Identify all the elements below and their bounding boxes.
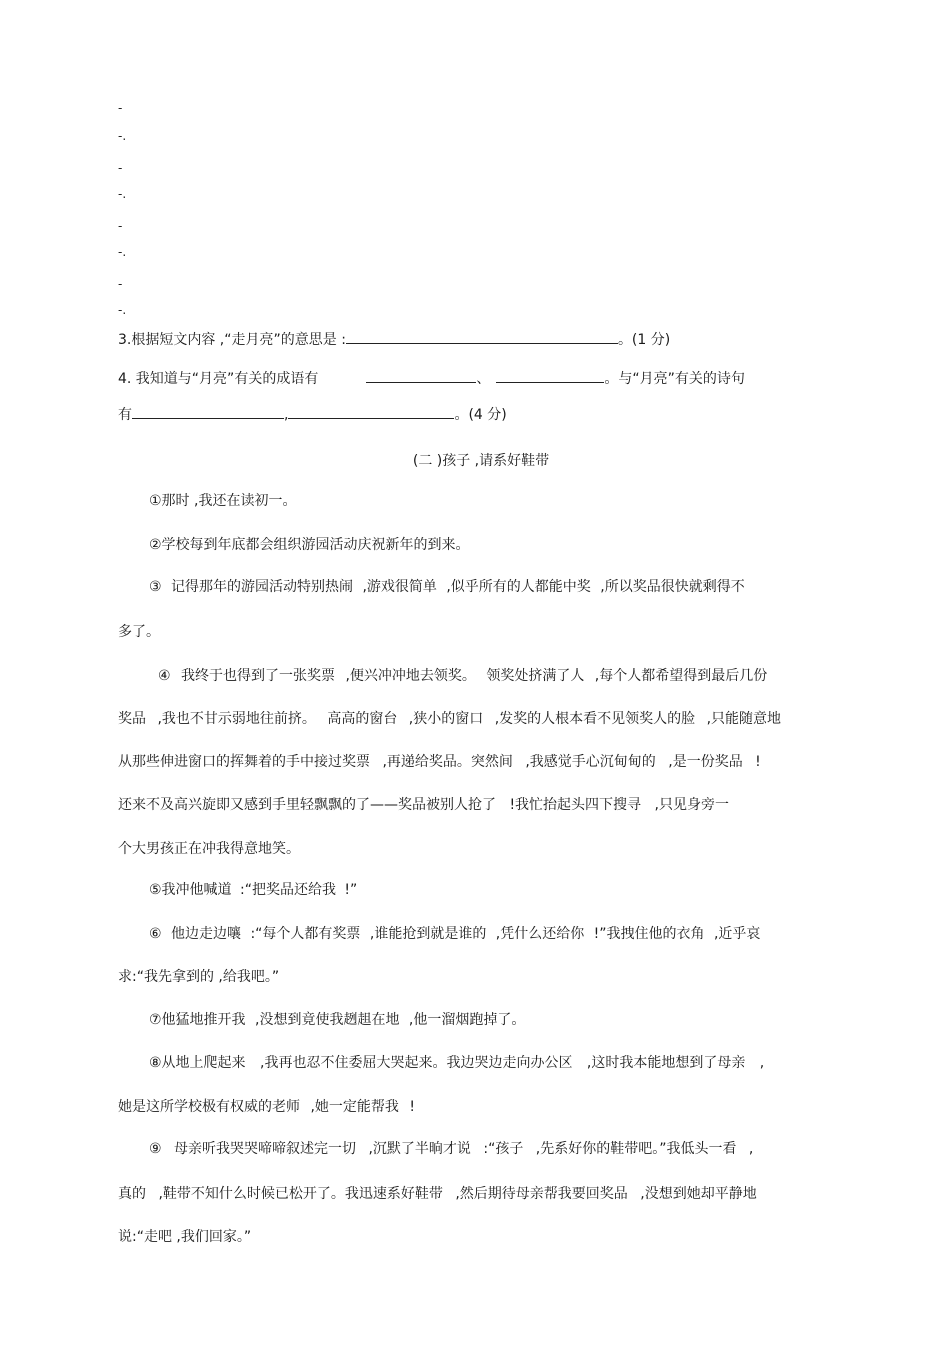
answer-blank[interactable] [346, 329, 618, 344]
comma: , [284, 407, 289, 423]
answer-blank[interactable] [288, 404, 454, 419]
stray-mark: -. [118, 129, 127, 143]
stray-mark: - [118, 101, 123, 115]
paragraph-4-line: 从那些伸进窗口的挥舞着的手中接过奖票 ,再递给奖品。突然间 ,我感觉手心沉甸甸的 ,是一份奖品 ! [118, 754, 761, 770]
question-4-line-1 [118, 368, 745, 389]
stray-mark: -. [118, 187, 127, 201]
question-3-score: 。(1 分) [617, 332, 671, 348]
question-4-line-2 [118, 404, 507, 425]
paragraph-9-line: ⑨ 母亲听我哭哭啼啼叙述完一切 ,沉默了半晌才说 :“孩子 ,先系好你的鞋带吧。”我低头一看 , [149, 1141, 754, 1157]
paragraph-4-line: 奖品 ,我也不甘示弱地往前挤。 高高的窗台 ,狭小的窗口 ,发奖的人根本看不见领奖人的脸 ,只能随意地 [118, 711, 782, 727]
paragraph-5: ⑤我冲他喊道 :“把奖品还给我 !” [149, 882, 358, 898]
paragraph-1: ①那时 ,我还在读初一。 [149, 493, 297, 509]
stray-mark: - [118, 277, 123, 291]
answer-blank[interactable] [366, 368, 476, 383]
question-4-you: 有 [118, 407, 132, 423]
stray-mark: -. [118, 245, 127, 259]
separator: 、 [476, 371, 491, 387]
paragraph-4-line: 还来不及高兴旋即又感到手里轻飘飘的了——奖品被别人抢了 !我忙抬起头四下搜寻 ,只见身旁一 [118, 797, 729, 813]
paragraph-4-line: 个大男孩正在冲我得意地笑。 [118, 841, 300, 857]
question-4-score: 。(4 分) [454, 407, 507, 423]
passage-title: (二 )孩子 ,请系好鞋带 [412, 453, 550, 469]
paragraph-2: ②学校每到年底都会组织游园活动庆祝新年的到来。 [149, 537, 470, 553]
paragraph-3-line: 多了。 [118, 624, 160, 640]
question-3-text: 3.根据短文内容 ,“走月亮”的意思是 : [118, 332, 346, 348]
paragraph-8-line: 她是这所学校极有权威的老师 ,她一定能帮我 ! [118, 1099, 415, 1115]
paragraph-3-line: ③ 记得那年的游园活动特别热闹 ,游戏很简单 ,似乎所有的人都能中奖 ,所以奖品很快就剩得不 [149, 579, 745, 595]
stray-mark: -. [118, 303, 127, 317]
stray-mark: - [118, 161, 123, 175]
paragraph-9-line: 真的 ,鞋带不知什么时候已松开了。我迅速系好鞋带 ,然后期待母亲帮我要回奖品 ,没想到她却平静地 [118, 1186, 757, 1202]
answer-blank[interactable] [132, 404, 284, 419]
paragraph-6-line: 求:“我先拿到的 ,给我吧。” [118, 969, 280, 985]
question-3 [118, 329, 670, 350]
question-4-text: 4. 我知道与“月亮”有关的成语有 [118, 371, 319, 387]
paragraph-9-line: 说:“走吧 ,我们回家。” [118, 1229, 252, 1245]
stray-mark: - [118, 219, 123, 233]
paragraph-4-line: ④ 我终于也得到了一张奖票 ,便兴冲冲地去领奖。 领奖处挤满了人 ,每个人都希望得到最后几份 [158, 668, 768, 684]
paragraph-8-line: ⑧从地上爬起来 ,我再也忍不住委屈大哭起来。我边哭边走向办公区 ,这时我本能地想到了母亲 , [149, 1055, 765, 1071]
answer-blank[interactable] [496, 368, 604, 383]
paragraph-7: ⑦他猛地推开我 ,没想到竟使我趔趄在地 ,他一溜烟跑掉了。 [149, 1012, 526, 1028]
paragraph-6-line: ⑥ 他边走边嚷 :“每个人都有奖票 ,谁能抢到就是谁的 ,凭什么还给你 !”我拽住他的衣角 ,近乎哀 [149, 926, 761, 942]
question-4-tail: 。与“月亮”有关的诗句 [604, 371, 745, 387]
